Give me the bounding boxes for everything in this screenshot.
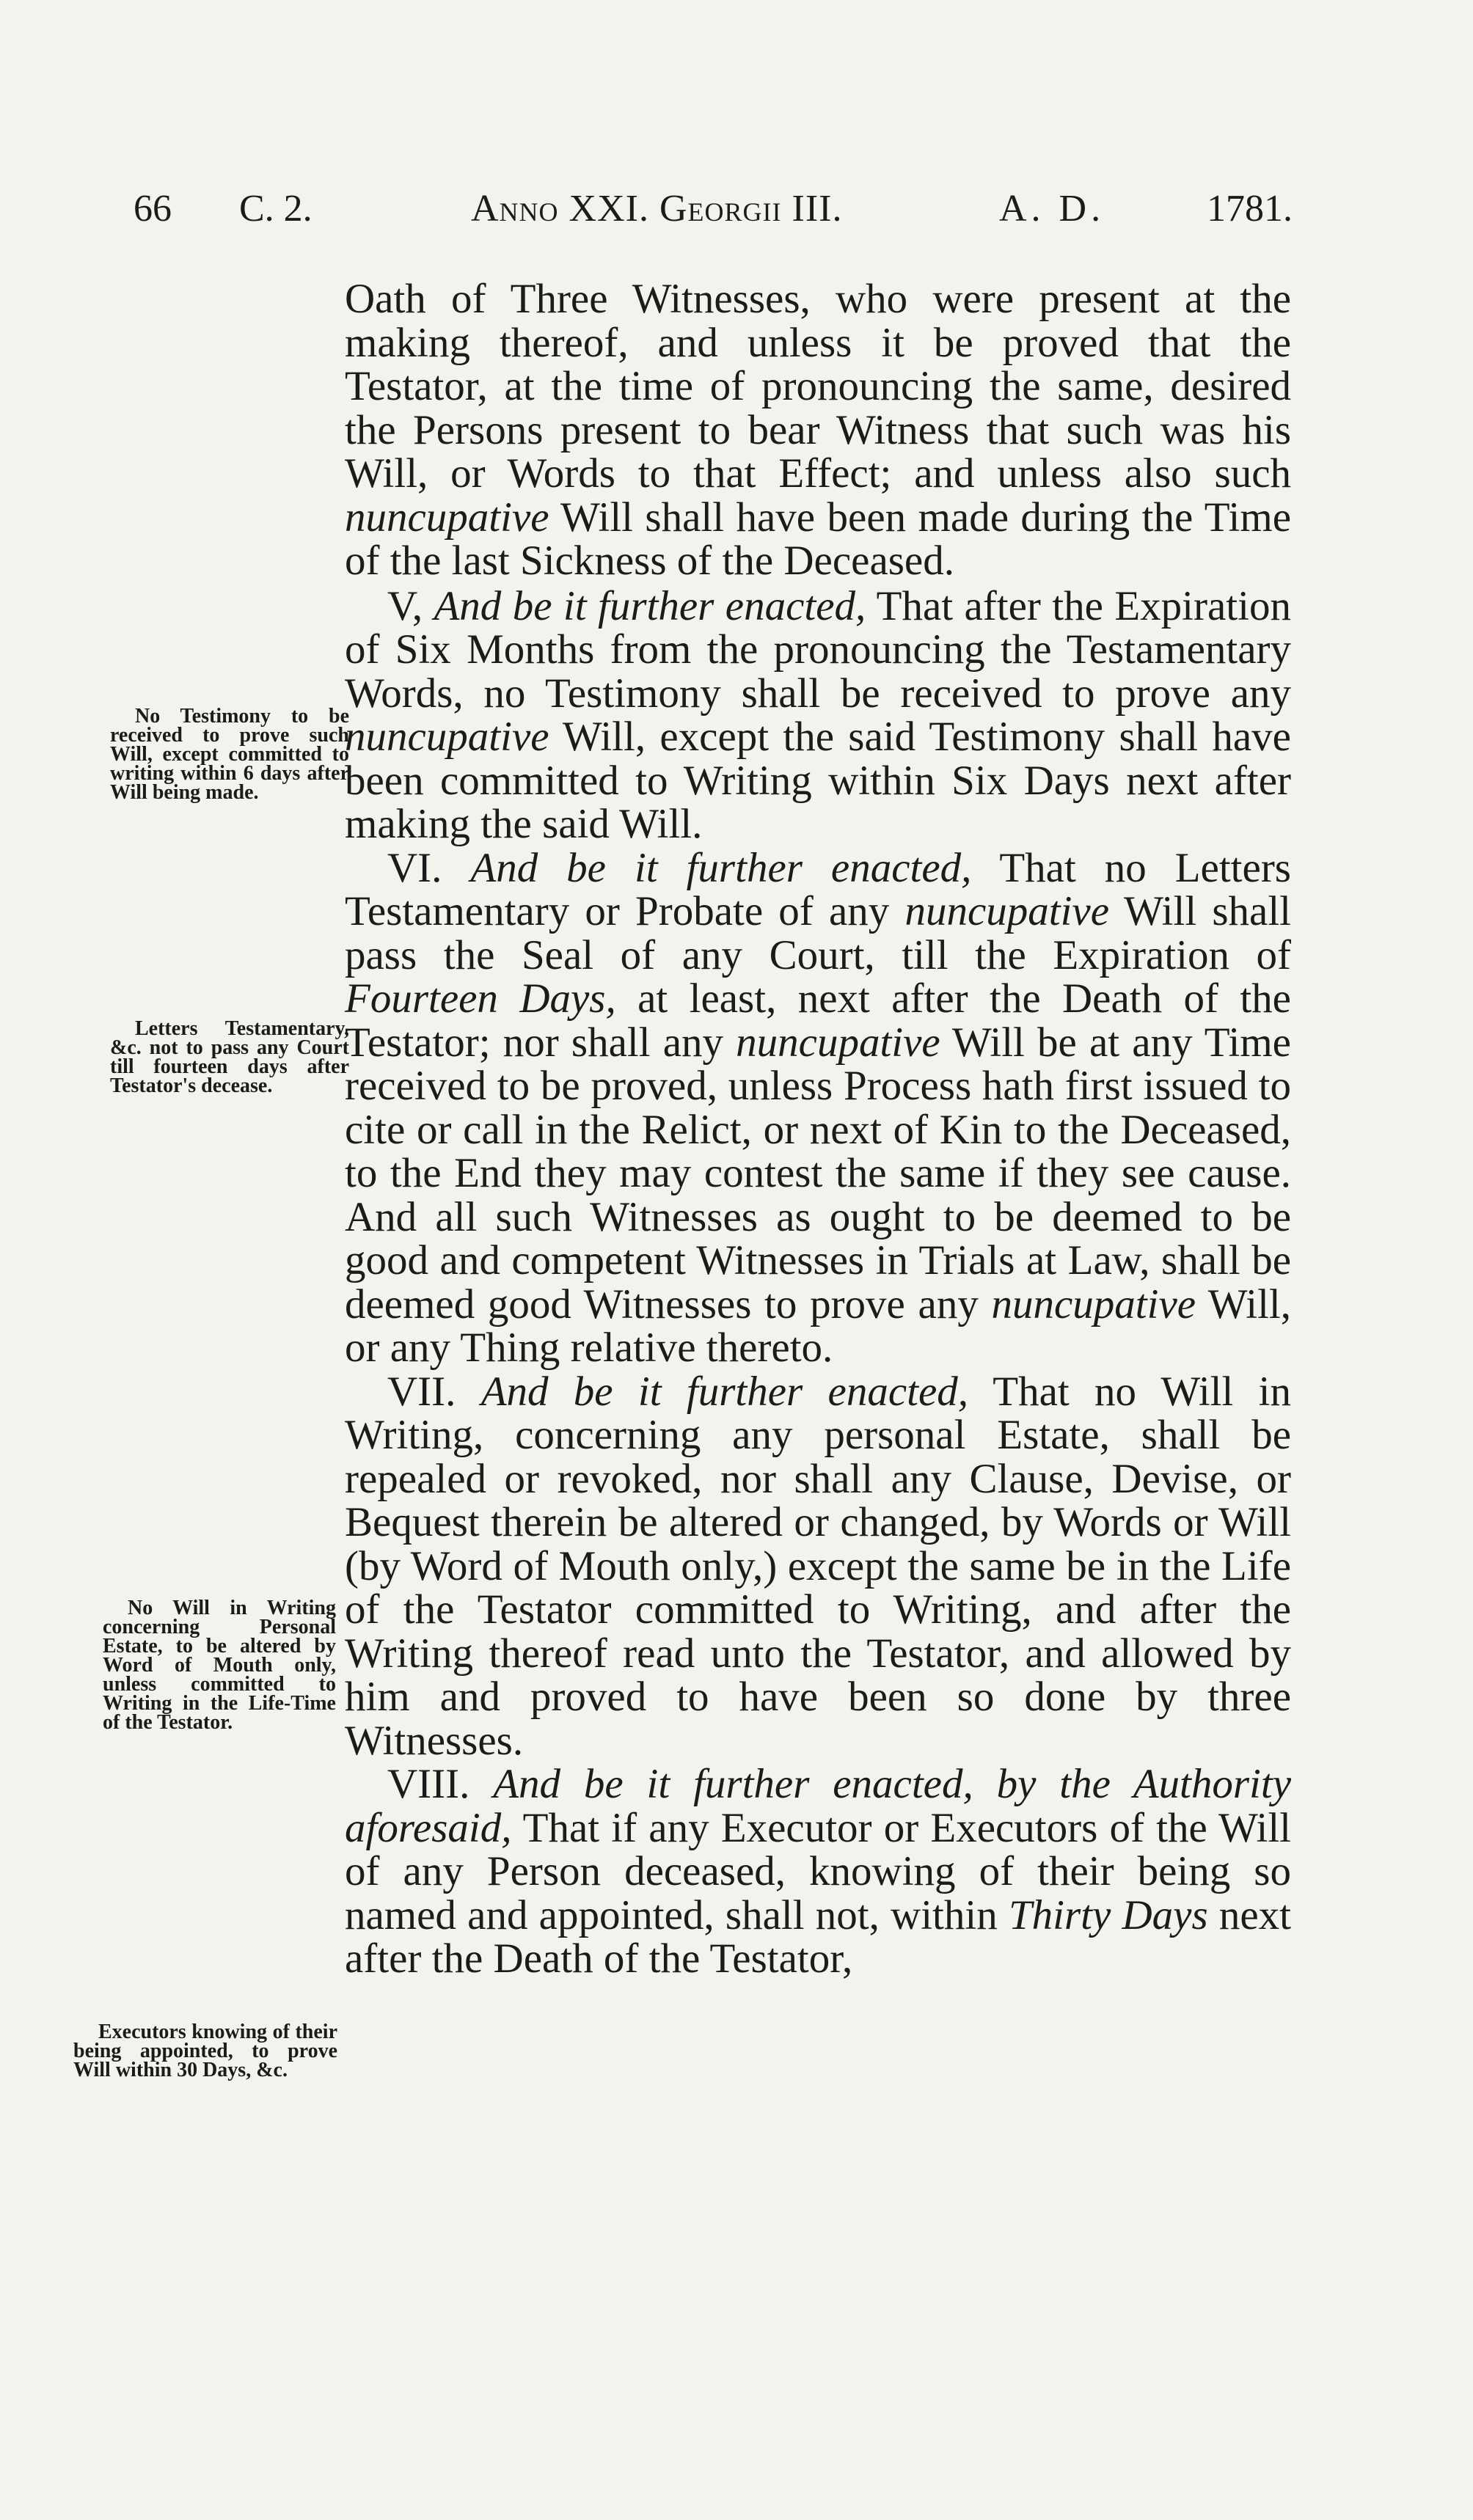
chapter-number: C. 2. (239, 188, 312, 230)
section-v (345, 582, 1291, 847)
section-vi (345, 846, 1291, 1370)
section-number: VI. (387, 844, 471, 891)
enacting-clause: And be it further enacted, by the Authority aforesaid, (345, 1761, 1292, 1851)
anno-domini: A. D. (999, 188, 1105, 230)
section-number: VII. (387, 1368, 481, 1415)
running-head (134, 183, 1293, 235)
text-run: That no Will in Writing, concerning any personal Estate, shall be repealed or revoked, nor shall any Clause, Devise, or Bequest therein be altered or changed, by Words or Will (by Word of Mouth only,) except the same be in the Life of the Testator committed to Writing, and after the Writing thereof read unto the Testator, and allowed by him and proved to have been so done by three Witnesses. (345, 1368, 1291, 1764)
italic-term: Thirty Days (1008, 1891, 1208, 1938)
text-run: That no Letters Testamentary or Probate of any (345, 844, 1291, 934)
enacting-clause: And be it further enacted, (480, 1368, 969, 1415)
text-run: Will shall pass the Seal of any Court, till the Expiration of (345, 888, 1292, 978)
year: 1781. (1207, 188, 1293, 230)
text-run: Oath of Three Witnesses, who were present at the making thereof, and unless it be proved that the Testator, at the time of pronouncing the same, desired the Persons present to bear Witness that such was his Will, or Words to that Effect; and unless also such (345, 276, 1291, 497)
italic-term: nuncupative (904, 888, 1110, 934)
regnal-year: Anno XXI. Georgii III. (471, 188, 843, 230)
text-run: That if any Executor or Executors of the Will of any Person deceased, knowing of their being so named and appointed, shall not, within (345, 1804, 1291, 1938)
margin-note-letters-testamentary: Letters Testamentary, &c. not to pass any Court till fourteen days after Testator's decease. (110, 1017, 349, 1097)
italic-term: nuncupative (345, 714, 549, 760)
section-number: VIII. (387, 1761, 494, 1807)
statute-body (345, 277, 1291, 1981)
section-number: V, (387, 582, 434, 629)
italic-term: Fourteen Days, (345, 975, 616, 1022)
text-run: Will, or any Thing relative thereto. (345, 1281, 1291, 1371)
text-run: That after the Expiration of Six Months from the pronouncing the Testamentary Words, no Testimony shall be received to prove any (345, 582, 1291, 717)
margin-note-executors: Executors knowing of their being appointed, to prove Will within 30 Days, &c. (73, 2021, 337, 2081)
text-run: Will, except the said Testimony shall have been committed to Writing within Six Days next after making the said Will. (345, 714, 1291, 847)
margin-note-will-in-writing: No Will in Writing concerning Personal Estate, to be altered by Word of Mouth only, unless committed to Writing in the Life-Time of the Testator. (103, 1597, 336, 1734)
enacting-clause: And be it further enacted, (434, 582, 866, 629)
text-run: next after the Death of the Testator, (345, 1891, 1292, 1982)
text-run: Will shall have been made during the Time of the last Sickness of the Deceased. (345, 494, 1291, 584)
page-number: 66 (134, 188, 172, 230)
margin-note-testimony: No Testimony to be received to prove such Will, except committed to writing within 6 days after Will being made. (110, 705, 349, 804)
paragraph-continuation (345, 277, 1291, 583)
enacting-clause: And be it further enacted, (470, 844, 972, 891)
italic-term: nuncupative (991, 1281, 1196, 1327)
text-run: Will be at any Time received to be proved, unless Process hath first issued to cite or call in the Relict, or next of Kin to the Deceased, to the End they may contest the same if they see cause. And all such Witnesses as ought to be deemed to be good and competent Witnesses in Trials at Law, shall be deemed good Witnesses to prove any (345, 1019, 1291, 1327)
section-vii (345, 1370, 1291, 1763)
italic-term: nuncupative (736, 1019, 940, 1066)
text-run: at least, next after the Death of the Testator; nor shall any (345, 975, 1291, 1066)
italic-term: nuncupative (345, 494, 549, 541)
section-viii (345, 1762, 1291, 1981)
